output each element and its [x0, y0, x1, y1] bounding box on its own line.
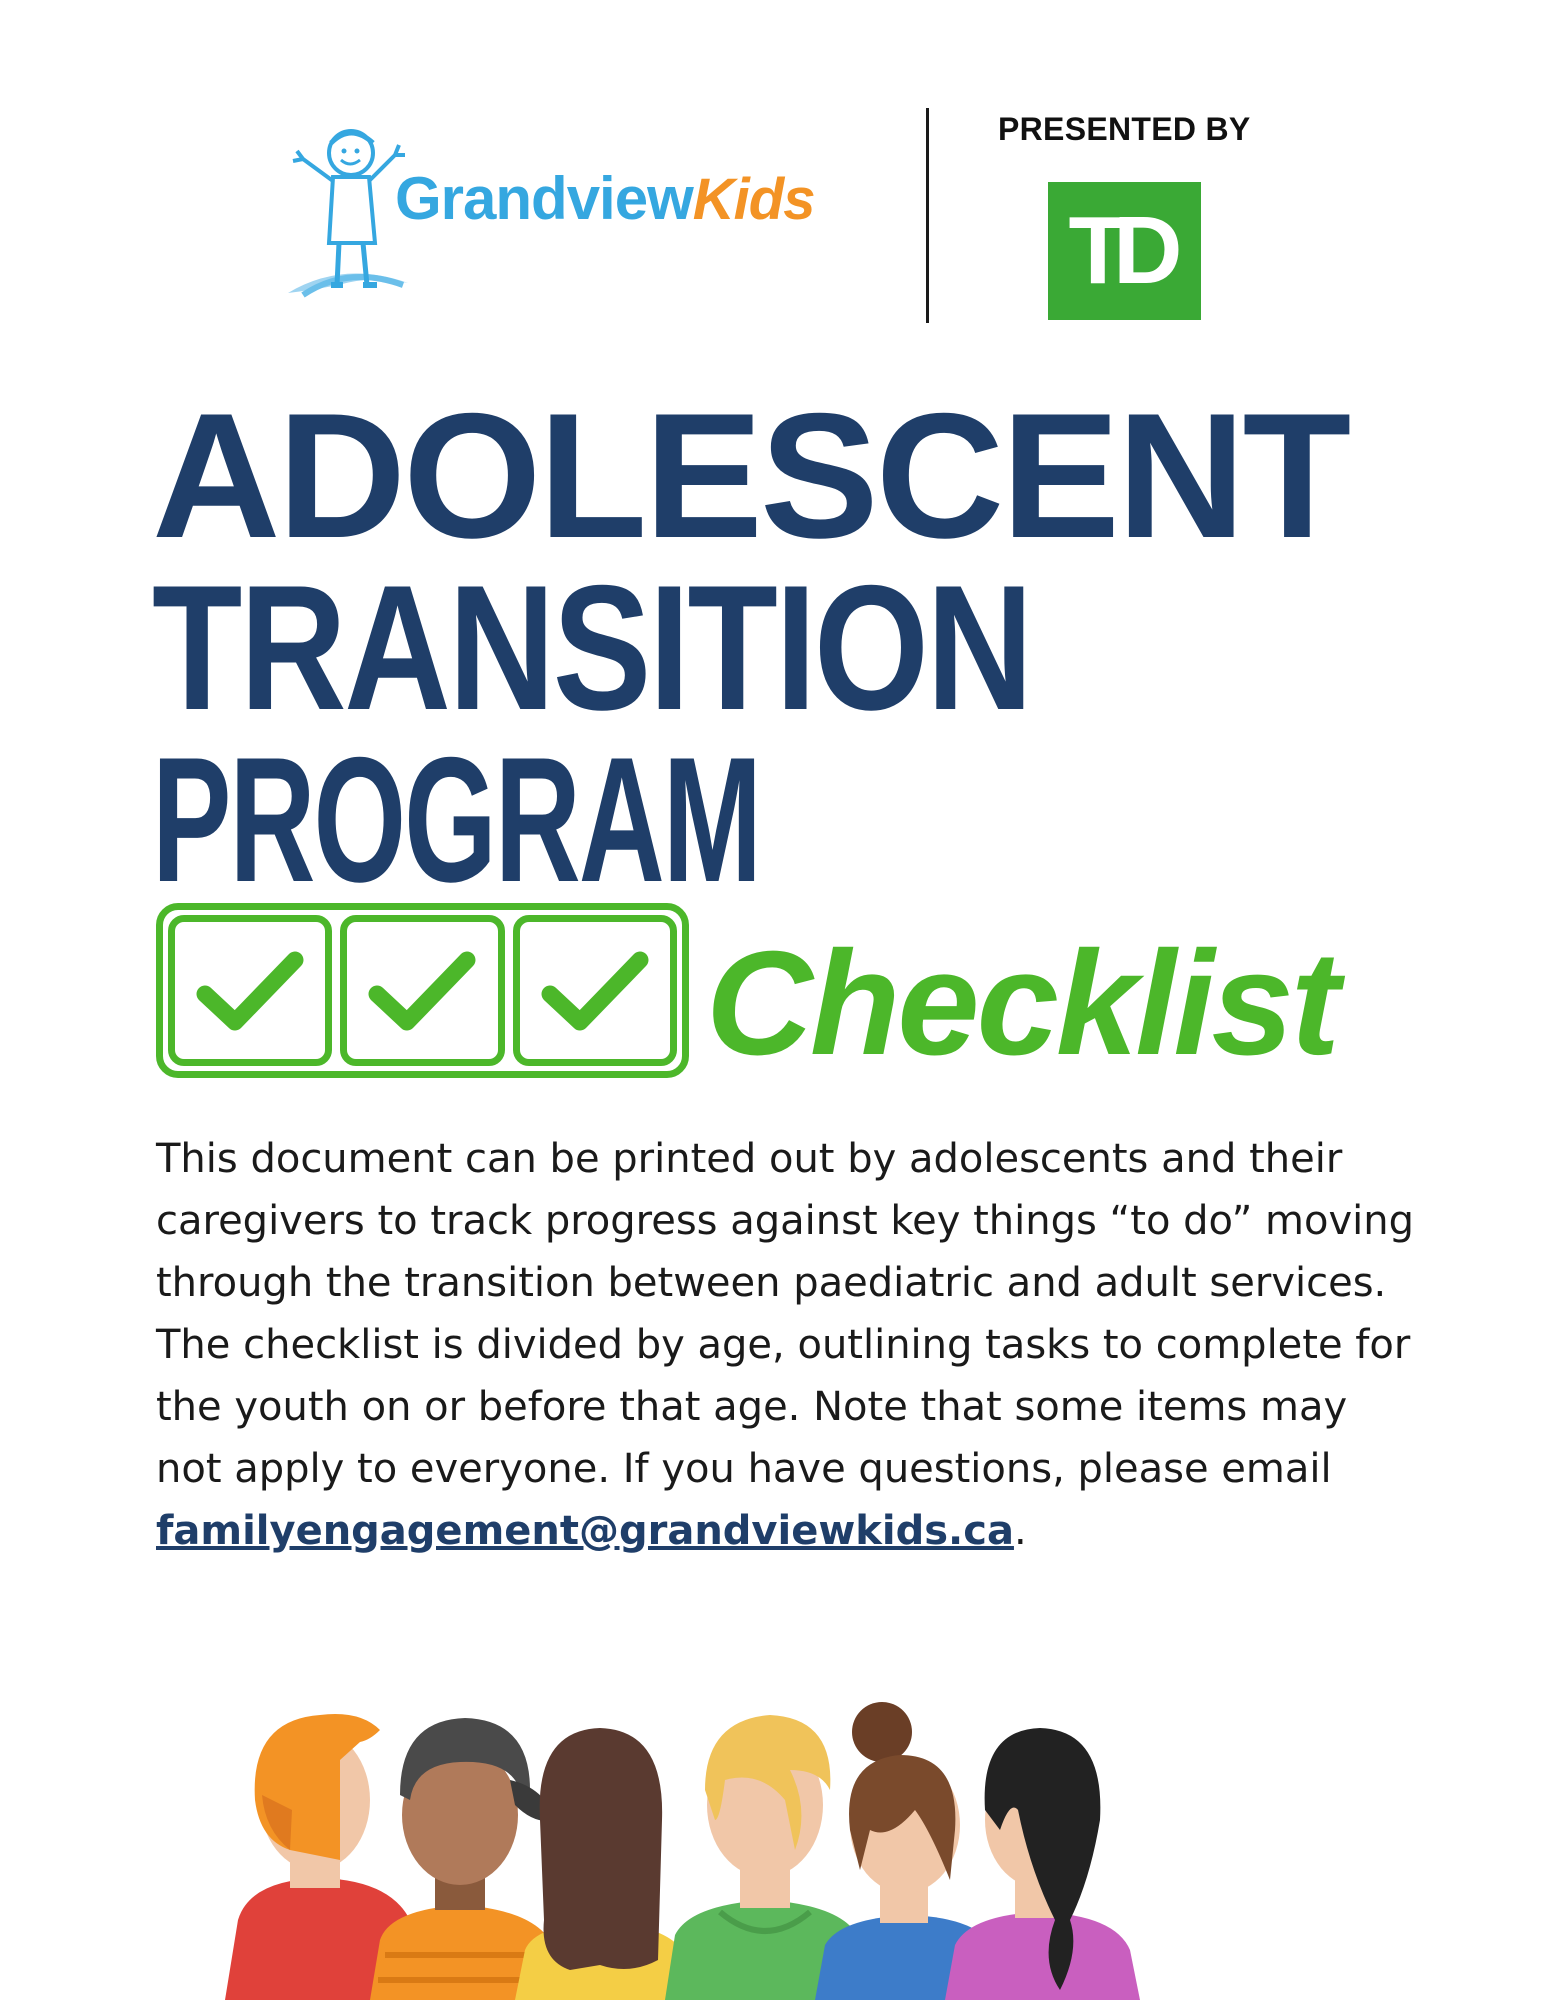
checked-box [168, 915, 332, 1066]
checked-box [340, 915, 504, 1066]
page-title [152, 376, 1452, 919]
intro-paragraph [156, 1128, 1416, 1562]
wordmark-grandview: Grandview [395, 165, 693, 232]
header-divider [926, 108, 929, 323]
email-link[interactable]: familyengagement@grandviewkids.ca [156, 1508, 1014, 1554]
grandview-kids-logo [283, 125, 863, 305]
person-6 [945, 1728, 1140, 2000]
checked-box [513, 915, 677, 1066]
checkmark-icon [195, 946, 305, 1036]
presented-by-label: PRESENTED BY [998, 111, 1251, 147]
intro-trailing: . [1013, 1508, 1027, 1554]
wordmark-kids: Kids [692, 167, 815, 232]
person-3 [515, 1728, 695, 2000]
checkbox-group [156, 903, 689, 1078]
title-line-3: PROGRAM [152, 720, 761, 919]
td-logo-text: TD [1068, 197, 1169, 304]
intro-text: This document can be printed out by adolescents and their caregivers to track progress against key things “to do” moving through the transition between paediatric and adult services. The checklist is divided by age, outlining tasks to complete for the youth on or before that age. Note that some items may not apply to everyone. If you have questions, please email [156, 1136, 1414, 1492]
title-line-2: TRANSITION [152, 548, 1031, 747]
grandview-kids-wordmark [395, 165, 815, 232]
td-logo [1048, 182, 1201, 320]
checkmark-icon [367, 946, 477, 1036]
group-of-people-illustration [210, 1700, 1370, 2000]
title-line-1: ADOLESCENT [152, 376, 1349, 575]
child-figure-icon [283, 125, 413, 305]
checklist-heading: Checklist [706, 921, 1338, 1086]
checkmark-icon [540, 946, 650, 1036]
